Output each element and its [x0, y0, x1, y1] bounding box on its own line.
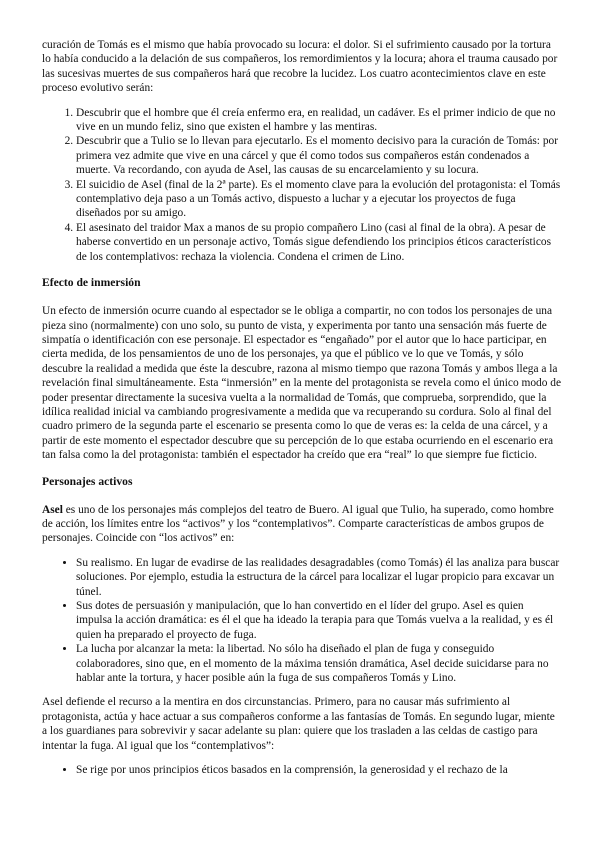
list-item: • La lucha por alcanzar la meta: la libertad. No sólo ha diseñado el plan de fuga y conseguido colaboradores, sino que, en el momento de la máxima tensión dramática, Asel decide suicidarse para no hablar ante la tortura, y hacer posible aún la fuga de sus compañeros Tomás y Lino.: [76, 642, 562, 685]
list-item: • Sus dotes de persuasión y manipulación, que lo han convertido en el líder del grupo. Asel es quien impulsa la acción dramática: es él el que ha ideado la terapia para que Tomás vuelva a la realidad, y es él quien ha preparado el proyecto de fuga.: [76, 599, 562, 642]
document-page: [42, 38, 562, 787]
activos-traits-list: [42, 556, 562, 686]
key-events-list: [42, 106, 562, 264]
intro-paragraph: curación de Tomás es el mismo que había provocado su locura: el dolor. Si el sufrimiento causado por la tortura lo había conducido a la delación de sus compañeros, los remordimientos y la locura; ahora el trauma causado por las sucesivas muertes de sus compañeros hará que recobre la lucidez. Los cuatro acontecimientos clave en este proceso evolutivo serán:: [42, 39, 558, 95]
contemplativos-traits-list: [42, 763, 562, 777]
section-heading-inmersion: Efecto de inmersión: [42, 276, 141, 290]
list-item: • Se rige por unos principios éticos basados en la comprensión, la generosidad y el rechazo de la: [76, 763, 562, 777]
list-item: 2. Descubrir que a Tulio se lo llevan para ejecutarlo. Es el momento decisivo para la curación de Tomás: por primera vez admite que vive en una cárcel y que él como todos sus compañeros están condenados a muerte. Va recordando, con ayuda de Asel, las causas de su encarcelamiento y su locura.: [76, 134, 562, 177]
section-heading-activos: Personajes activos: [42, 474, 133, 488]
inmersion-paragraph: Un efecto de inmersión ocurre cuando al espectador se le obliga a compartir, no con todos los personajes de una pieza sino (normalmente) con uno solo, su punto de vista, y experimenta por tanto una sensación más fuerte de simpatía o identificación con ese personaje. El espectador es “engañado” por el autor que lo hace participar, en cierta medida, de los pensamientos de uno de los personajes, ya que el público ve lo que ve Tomás, y sólo descubre la realidad a medida que éste la descubre, razona al mismo tiempo que razona Tomás y ambos llega a la revelación final simultáneamente. Esta “inmersión” en la mente del protagonista se revela como el único modo de poder presentar directamente la sucesiva vuelta a la normalidad de Tomás, que comprueba, sorprendido, que la idílica realidad inicial va cambiando progresivamente a medida que va recuperando su cordura. Solo al final del cuadro primero de la segunda parte el escenario se presenta como lo que de veras es: la celda de una cárcel, y a partir de este momento el espectador descubre que su percepción de lo que estaba ocurriendo en el escenario era tan falsa como la del protagonista: también el espectador ha creído que era “real” lo que siempre fue ficticio.: [42, 305, 562, 462]
list-item: • Su realismo. En lugar de evadirse de las realidades desagradables (como Tomás) él las analiza para buscar soluciones. Por ejemplo, estudia la estructura de la cárcel para localizar el lugar propicio para excavar un túnel.: [76, 556, 562, 599]
lies-paragraph: Asel defiende el recurso a la mentira en dos circunstancias. Primero, para no causar más sufrimiento al protagonista, actúa y hace actuar a sus compañeros conforme a las fantasías de Tomás. En segundo lugar, miente a los guardianes para sobrevivir y sacar adelante su plan: quiere que los trasladen a las celdas de castigo para intentar la fuga. Al igual que los “contemplativos”:: [42, 696, 555, 752]
list-item: 3. El suicidio de Asel (final de la 2ª parte). Es el momento clave para la evolución del protagonista: el Tomás contemplativo deja paso a un Tomás activo, dispuesto a luchar y a ejecutar los proyectos de fuga diseñados por su amigo.: [76, 178, 562, 221]
asel-paragraph: [42, 503, 562, 546]
list-item: 4. El asesinato del traidor Max a manos de su propio compañero Lino (casi al final de la obra). A pesar de haberse convertido en un personaje activo, Tomás sigue defendiendo los principios éticos característicos de los contemplativos: rechaza la violencia. Condena el crimen de Lino.: [76, 221, 562, 264]
asel-name: Asel: [42, 503, 63, 516]
list-item: 1. Descubrir que el hombre que él creía enfermo era, en realidad, un cadáver. Es el primer indicio de que no vive en un mundo feliz, sino que existen el hambre y las mentiras.: [76, 106, 562, 135]
asel-intro-text: es uno de los personajes más complejos del teatro de Buero. Al igual que Tulio, ha superado, como hombre de acción, los límites entre los “activos” y los “contemplativos”. Comparte características de ambos grupos de personajes. Coincide con “los activos” en:: [42, 503, 554, 545]
